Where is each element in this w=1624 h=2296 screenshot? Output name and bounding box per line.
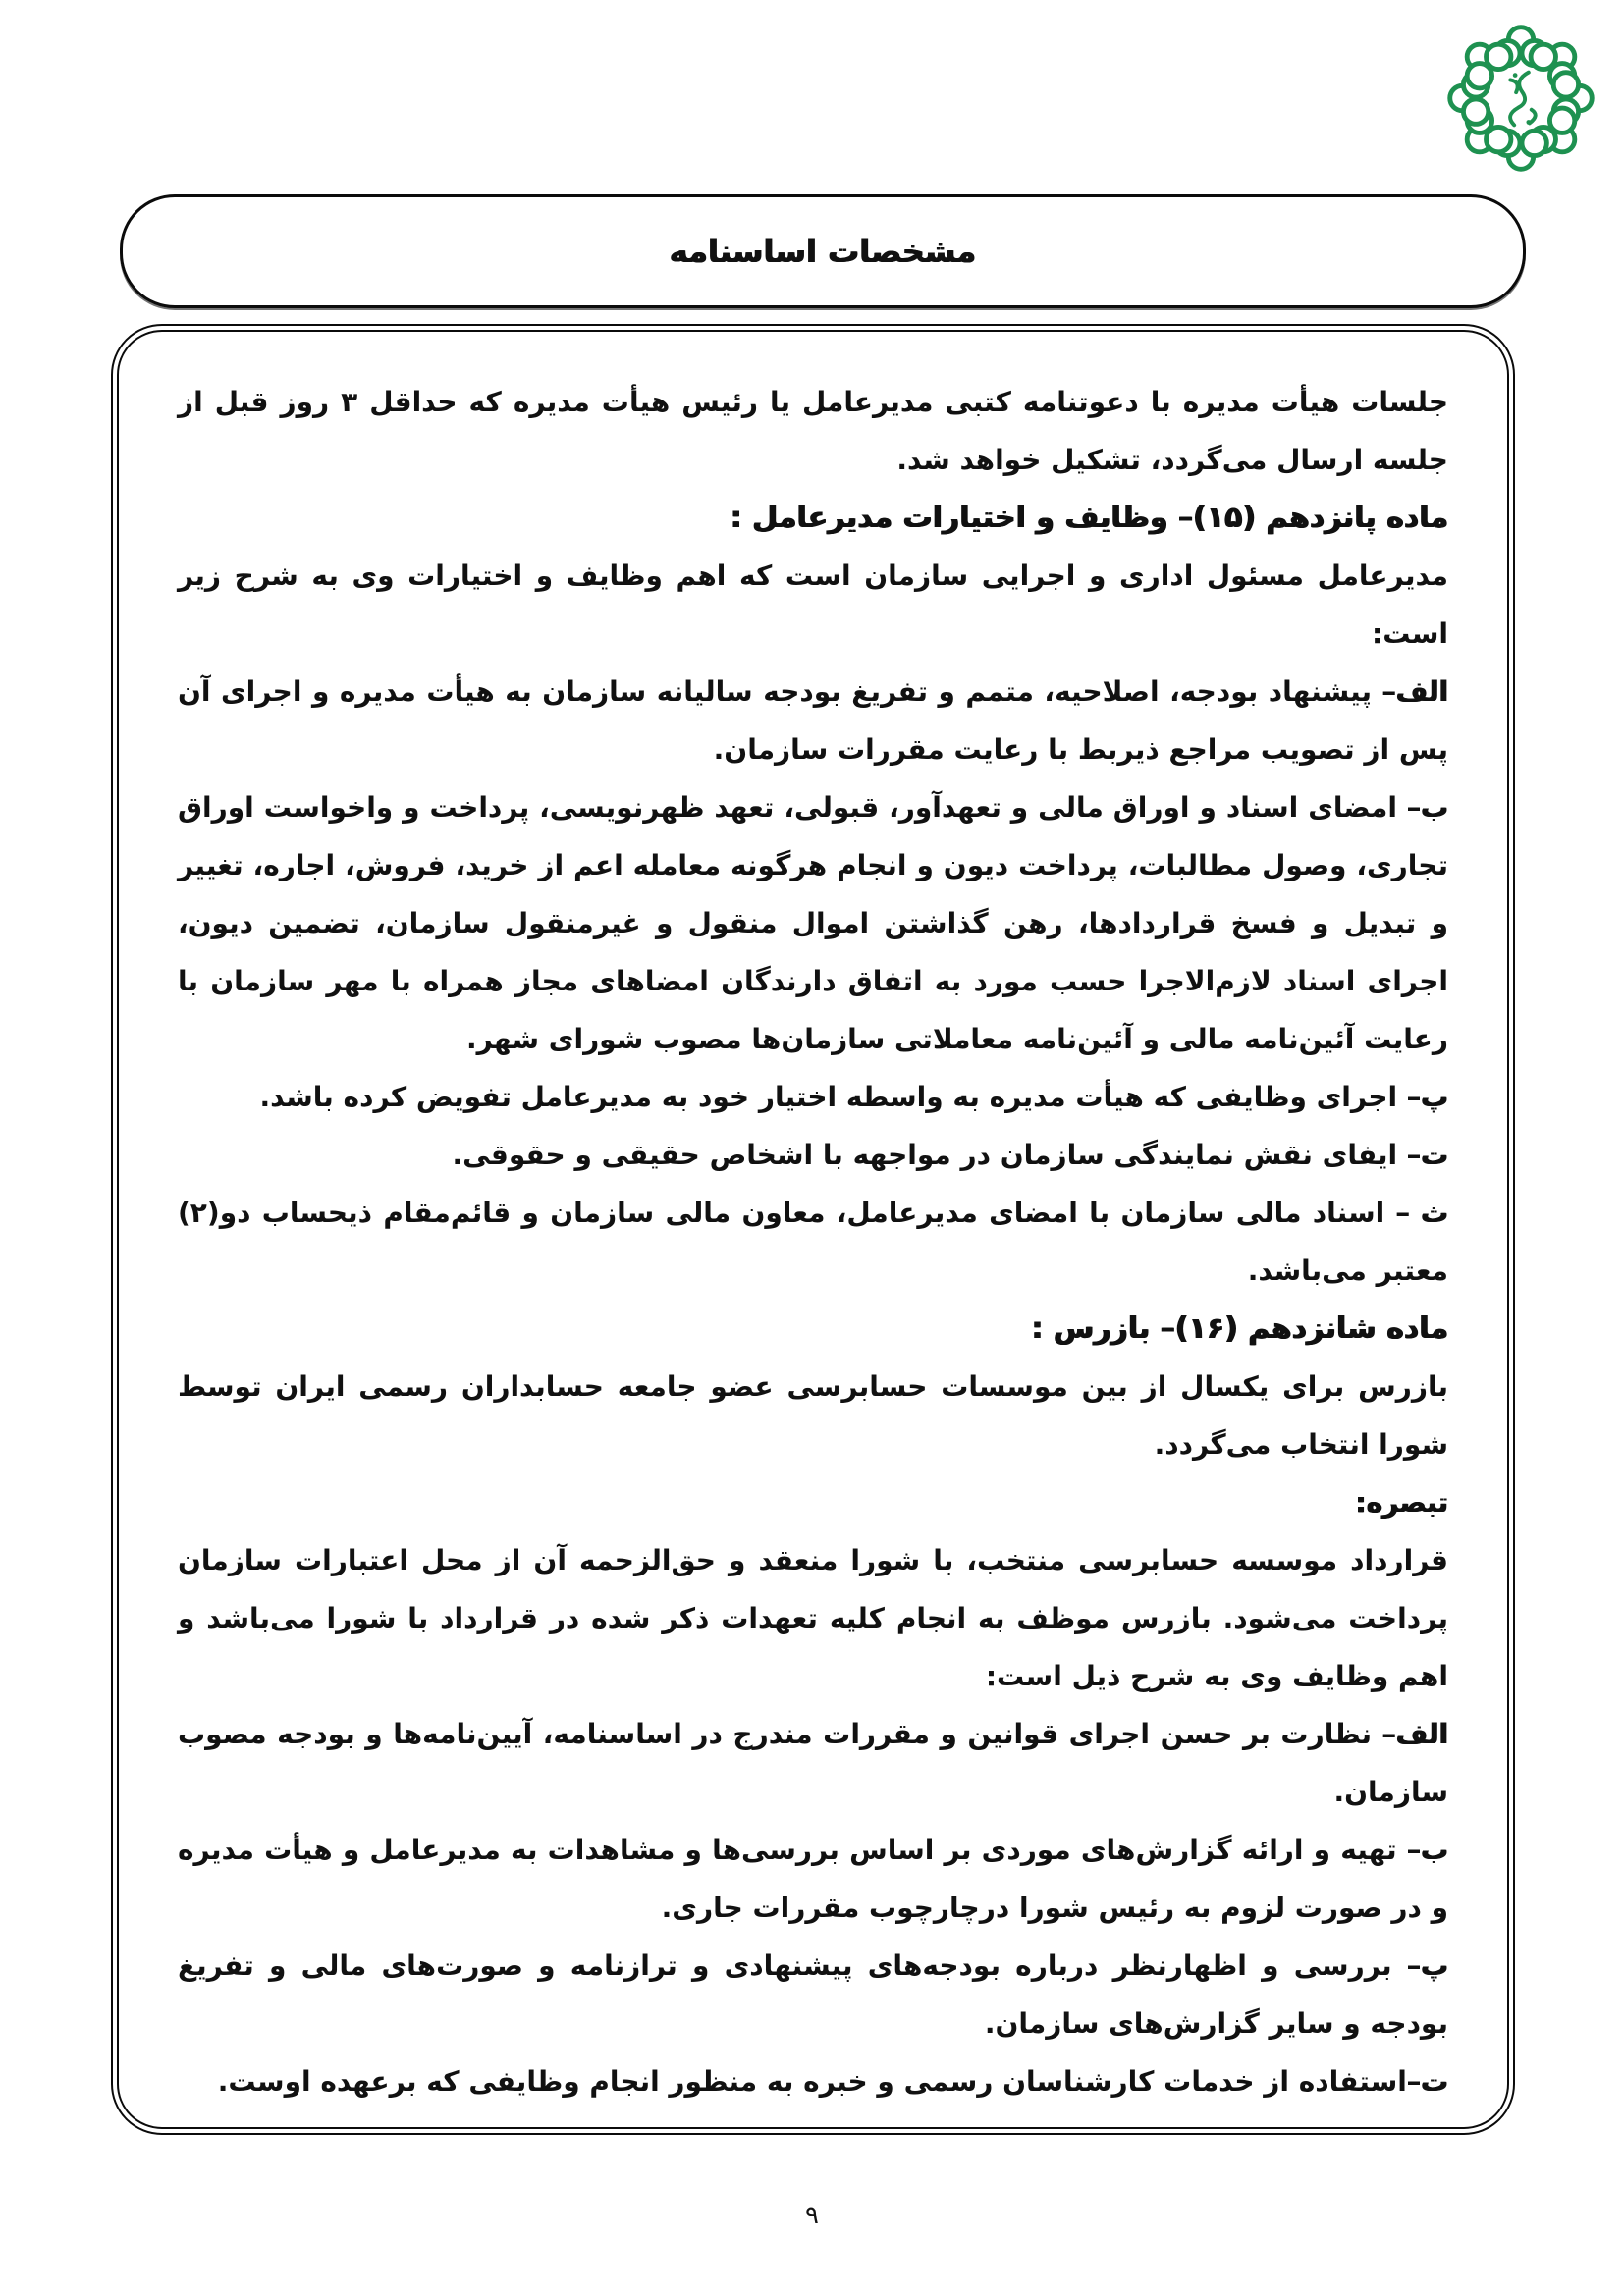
article-heading: ماده شانزدهم (۱۶)– بازرس : <box>1031 1311 1448 1346</box>
clause-marker: الف– <box>1381 1718 1448 1750</box>
paragraph <box>178 663 1448 778</box>
page-title: مشخصات اساسنامه <box>669 233 977 270</box>
paragraph <box>178 1821 1448 1937</box>
paragraph <box>178 2053 1448 2110</box>
paragraph-text: بازرس برای یکسال از بین موسسات حسابرسی عضو جامعه حسابداران رسمی ایران توسط شورا انتخاب می‌گردد. <box>178 1370 1448 1461</box>
paragraph <box>178 1068 1448 1126</box>
paragraph-text: قرارداد موسسه حسابرسی منتخب، با شورا منعقد و حق‌الزحمه آن از محل اعتبارات سازمان پرداخت می‌شود. بازرس موظف به انجام کلیه تعهدات ذکر شده در قرارداد با شورا می‌باشد و اهم وظایف وی به شرح ذیل است: <box>178 1544 1448 1692</box>
clause-marker: پ– <box>1406 1949 1448 1982</box>
paragraph-text: استفاده از خدمات کارشناسان رسمی و خبره به منظور انجام وظایفی که برعهده اوست. <box>217 2065 1407 2098</box>
clause-marker: ت– <box>1406 2065 1448 2098</box>
note-label: تبصره: <box>1355 1486 1448 1519</box>
paragraph <box>178 1184 1448 1300</box>
municipality-flower-logo-icon <box>1439 14 1602 183</box>
paragraph-text: جلسات هیأت مدیره با دعوتنامه کتبی مدیرعامل یا رئیس هیأت مدیره که حداقل ۳ روز قبل از جلسه ارسال می‌گردد، تشکیل خواهد شد. <box>178 386 1449 476</box>
paragraph <box>178 1126 1448 1184</box>
clause-marker: ب– <box>1406 791 1448 824</box>
content-frame-inner <box>117 330 1509 2129</box>
paragraph <box>178 1531 1448 1705</box>
clause-marker: پ– <box>1406 1081 1448 1113</box>
page-number: ۹ <box>805 2201 819 2230</box>
paragraph <box>178 1358 1448 1473</box>
clause-marker: ت– <box>1406 1139 1448 1171</box>
clause-marker: الف– <box>1381 675 1448 708</box>
paragraph <box>178 1473 1448 1531</box>
paragraph-text: پیشنهاد بودجه، اصلاحیه، متمم و تفریغ بودجه سالیانه سازمان به هیأت مدیره و اجرای آن پس از تصویب مراجع ذیربط با رعایت مقررات سازمان. <box>178 675 1448 766</box>
paragraph-text: نظارت بر حسن اجرای قوانین و مقررات مندرج در اساسنامه، آیین‌نامه‌ها و بودجه مصوب سازمان. <box>178 1718 1448 1808</box>
paragraph-text: بررسی و اظهارنظر درباره بودجه‌های پیشنهادی و ترازنامه و صورت‌های مالی و تفریغ بودجه و سایر گزارش‌های سازمان. <box>178 1949 1448 2040</box>
paragraph-text: تهیه و ارائه گزارش‌های موردی بر اساس بررسی‌ها و مشاهدات به مدیرعامل و هیأت مدیره و در صورت لزوم به رئیس شورا درچارچوب مقررات جاری. <box>178 1834 1448 1924</box>
paragraph <box>178 373 1448 489</box>
paragraph-text: اجرای وظایفی که هیأت مدیره به واسطه اختیار خود به مدیرعامل تفویض کرده باشد. <box>259 1081 1407 1113</box>
paragraph-text: ایفای نقش نمایندگی سازمان در مواجهه با اشخاص حقیقی و حقوقی. <box>452 1139 1407 1171</box>
content-frame-outer <box>111 324 1515 2135</box>
article-heading: ماده پانزدهم (۱۵)– وظایف و اختیارات مدیرعامل : <box>730 501 1448 535</box>
paragraph-text: اسناد مالی سازمان با امضای مدیرعامل، معاون مالی سازمان و قائم‌مقام ذیحساب دو(۲) معتبر می‌باشد. <box>178 1197 1448 1287</box>
paragraph-text: امضای اسناد و اوراق مالی و تعهدآور، قبولی، تعهد ظهرنویسی، پرداخت و واخواست اوراق تجاری، وصول مطالبات، پرداخت دیون و انجام هرگونه معامله اعم از خرید، فروش، اجاره، تغییر و تبدیل و فسخ قراردادها، رهن گذاشتن اموال منقول و غیرمنقول سازمان، تضمین دیون، اجرای اسناد لازم‌الاجرا حسب مورد به اتفاق دارندگان امضاهای مجاز همراه با مهر سازمان با رعایت آئین‌نامه مالی و آئین‌نامه معاملاتی سازمان‌ها مصوب شورای شهر. <box>178 791 1448 1055</box>
paragraph <box>178 1705 1448 1821</box>
clause-marker: ب– <box>1406 1834 1448 1866</box>
paragraph <box>178 547 1448 663</box>
title-banner <box>120 194 1526 308</box>
municipality-logo <box>1439 14 1602 183</box>
paragraph-text: مدیرعامل مسئول اداری و اجرایی سازمان است که اهم وظایف و اختیارات وی به شرح زیر است: <box>178 560 1448 650</box>
paragraph <box>178 778 1448 1068</box>
paragraph <box>178 1937 1448 2053</box>
clause-marker: ث – <box>1395 1197 1448 1229</box>
